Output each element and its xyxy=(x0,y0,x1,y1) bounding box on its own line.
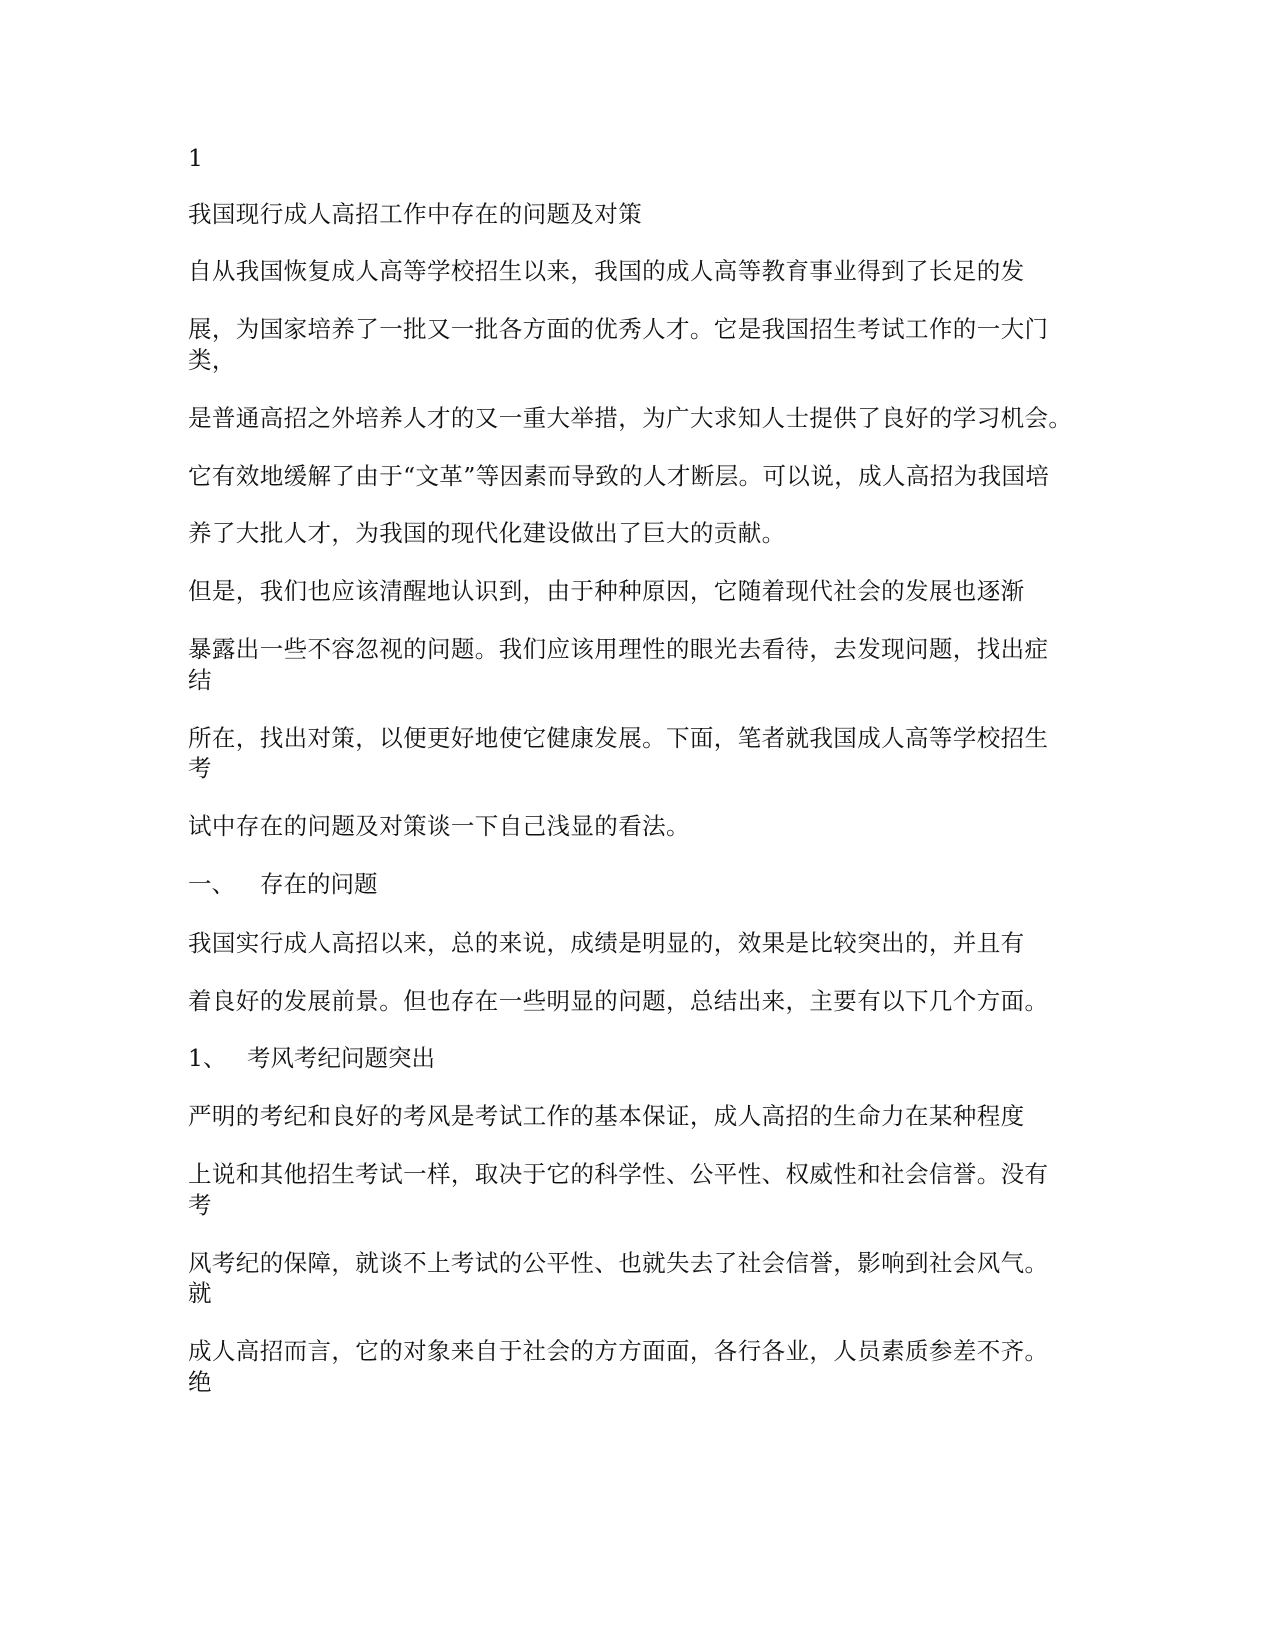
paragraph-line: 考 xyxy=(188,1191,212,1219)
paragraph-line: 我国实行成人高招以来，总的来说，成绩是明显的，效果是比较突出的，并且有 xyxy=(188,929,1025,957)
paragraph-line: 但是，我们也应该清醒地认识到，由于种种原因，它随着现代社会的发展也逐渐 xyxy=(188,577,1025,605)
paragraph-line: 类， xyxy=(188,346,236,374)
subsection-heading xyxy=(188,1043,435,1073)
paragraph-line: 绝 xyxy=(188,1368,212,1396)
section-number: 一、 xyxy=(188,870,235,898)
paragraph-line: 结 xyxy=(188,666,212,694)
paragraph-line: 着良好的发展前景。但也存在一些明显的问题，总结出来，主要有以下几个方面。 xyxy=(188,987,1049,1015)
paragraph-line: 就 xyxy=(188,1279,212,1307)
paragraph-line: 是普通高招之外培养人才的又一重大举措，为广大求知人士提供了良好的学习机会。 xyxy=(188,404,1073,432)
section-title: 存在的问题 xyxy=(260,870,378,898)
document-title: 我国现行成人高招工作中存在的问题及对策 xyxy=(188,200,643,228)
paragraph-line: 风考纪的保障，就谈不上考试的公平性、也就失去了社会信誉，影响到社会风气。 xyxy=(188,1249,1049,1277)
paragraph-line: 成人高招而言，它的对象来自于社会的方方面面，各行各业，人员素质参差不齐。 xyxy=(188,1337,1049,1365)
paragraph-line: 养了大批人才，为我国的现代化建设做出了巨大的贡献。 xyxy=(188,519,786,547)
page-number: 1 xyxy=(188,144,204,172)
paragraph-line: 上说和其他招生考试一样，取决于它的科学性、公平性、权威性和社会信誉。没有 xyxy=(188,1160,1049,1188)
paragraph-line: 严明的考纪和良好的考风是考试工作的基本保证，成人高招的生命力在某种程度 xyxy=(188,1102,1025,1130)
paragraph-line: 暴露出一些不容忽视的问题。我们应该用理性的眼光去看待，去发现问题，找出症 xyxy=(188,635,1049,663)
paragraph-line: 展，为国家培养了一批又一批各方面的优秀人才。它是我国招生考试工作的一大门 xyxy=(188,315,1049,343)
section-heading xyxy=(188,869,378,899)
paragraph-line: 它有效地缓解了由于“文革”等因素而导致的人才断层。可以说，成人高招为我国培 xyxy=(188,462,1050,490)
paragraph-line: 试中存在的问题及对策谈一下自己浅显的看法。 xyxy=(188,812,690,840)
paragraph-line: 自从我国恢复成人高等学校招生以来，我国的成人高等教育事业得到了长足的发 xyxy=(188,257,1025,285)
paragraph-line: 所在，找出对策，以便更好地使它健康发展。下面，笔者就我国成人高等学校招生 xyxy=(188,724,1049,752)
subsection-title: 考风考纪问题突出 xyxy=(247,1044,435,1072)
subsection-number: 1、 xyxy=(188,1044,227,1072)
paragraph-line: 考 xyxy=(188,754,212,782)
